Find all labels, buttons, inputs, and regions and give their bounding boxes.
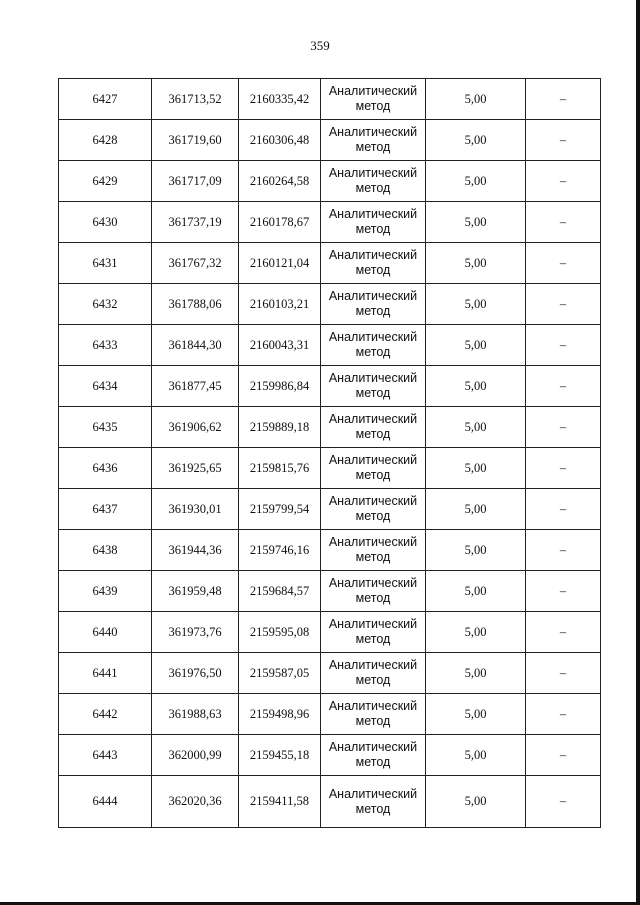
point-number-cell: 6436 xyxy=(59,448,152,489)
accuracy-cell: 5,00 xyxy=(426,161,526,202)
table-row xyxy=(59,243,601,284)
point-number-cell: 6440 xyxy=(59,612,152,653)
note-cell: – xyxy=(526,653,601,694)
x-coordinate-cell: 361844,30 xyxy=(152,325,239,366)
method-line-2: метод xyxy=(355,468,391,482)
y-coordinate-cell: 2159411,58 xyxy=(239,776,321,828)
accuracy-cell: 5,00 xyxy=(426,776,526,828)
y-coordinate-cell: 2159498,96 xyxy=(239,694,321,735)
y-coordinate-cell: 2159986,84 xyxy=(239,366,321,407)
method-line-1: Аналитический xyxy=(328,84,418,98)
method-line-2: метод xyxy=(355,222,391,236)
method-line-1: Аналитический xyxy=(328,658,418,672)
x-coordinate-cell: 361767,32 xyxy=(152,243,239,284)
method-line-1: Аналитический xyxy=(328,207,418,221)
accuracy-cell: 5,00 xyxy=(426,612,526,653)
method-line-2: метод xyxy=(355,673,391,687)
accuracy-cell: 5,00 xyxy=(426,694,526,735)
method-line-1: Аналитический xyxy=(328,371,418,385)
x-coordinate-cell: 361906,62 xyxy=(152,407,239,448)
point-number-cell: 6427 xyxy=(59,79,152,120)
point-number-cell: 6438 xyxy=(59,530,152,571)
point-number-cell: 6433 xyxy=(59,325,152,366)
x-coordinate-cell: 361925,65 xyxy=(152,448,239,489)
table-row xyxy=(59,79,601,120)
method-cell xyxy=(321,694,426,735)
accuracy-cell: 5,00 xyxy=(426,366,526,407)
y-coordinate-cell: 2159799,54 xyxy=(239,489,321,530)
accuracy-cell: 5,00 xyxy=(426,243,526,284)
method-line-2: метод xyxy=(355,509,391,523)
accuracy-cell: 5,00 xyxy=(426,530,526,571)
x-coordinate-cell: 361988,63 xyxy=(152,694,239,735)
method-cell xyxy=(321,530,426,571)
method-line-2: метод xyxy=(355,386,391,400)
note-cell: – xyxy=(526,489,601,530)
y-coordinate-cell: 2160121,04 xyxy=(239,243,321,284)
note-cell: – xyxy=(526,284,601,325)
table-row xyxy=(59,407,601,448)
y-coordinate-cell: 2160264,58 xyxy=(239,161,321,202)
point-number-cell: 6430 xyxy=(59,202,152,243)
method-cell xyxy=(321,325,426,366)
scan-edge-right xyxy=(636,0,640,905)
point-number-cell: 6429 xyxy=(59,161,152,202)
y-coordinate-cell: 2159815,76 xyxy=(239,448,321,489)
y-coordinate-cell: 2159595,08 xyxy=(239,612,321,653)
table-row xyxy=(59,735,601,776)
method-line-2: метод xyxy=(355,99,391,113)
note-cell: – xyxy=(526,694,601,735)
x-coordinate-cell: 362020,36 xyxy=(152,776,239,828)
table-row xyxy=(59,366,601,407)
point-number-cell: 6428 xyxy=(59,120,152,161)
accuracy-cell: 5,00 xyxy=(426,284,526,325)
method-cell xyxy=(321,161,426,202)
note-cell: – xyxy=(526,79,601,120)
note-cell: – xyxy=(526,161,601,202)
table-row xyxy=(59,325,601,366)
method-cell xyxy=(321,202,426,243)
method-cell xyxy=(321,366,426,407)
x-coordinate-cell: 361717,09 xyxy=(152,161,239,202)
method-line-2: метод xyxy=(355,714,391,728)
note-cell: – xyxy=(526,530,601,571)
y-coordinate-cell: 2160306,48 xyxy=(239,120,321,161)
point-number-cell: 6432 xyxy=(59,284,152,325)
note-cell: – xyxy=(526,571,601,612)
point-number-cell: 6444 xyxy=(59,776,152,828)
x-coordinate-cell: 361976,50 xyxy=(152,653,239,694)
method-line-1: Аналитический xyxy=(328,494,418,508)
method-line-2: метод xyxy=(355,755,391,769)
method-line-1: Аналитический xyxy=(328,453,418,467)
method-line-1: Аналитический xyxy=(328,166,418,180)
method-cell xyxy=(321,735,426,776)
accuracy-cell: 5,00 xyxy=(426,325,526,366)
method-line-1: Аналитический xyxy=(328,786,418,801)
note-cell: – xyxy=(526,202,601,243)
table-row xyxy=(59,284,601,325)
table-row xyxy=(59,161,601,202)
table-row xyxy=(59,694,601,735)
y-coordinate-cell: 2160103,21 xyxy=(239,284,321,325)
y-coordinate-cell: 2159746,16 xyxy=(239,530,321,571)
note-cell: – xyxy=(526,325,601,366)
method-line-2: метод xyxy=(355,345,391,359)
accuracy-cell: 5,00 xyxy=(426,448,526,489)
method-cell xyxy=(321,489,426,530)
method-cell xyxy=(321,407,426,448)
x-coordinate-cell: 361719,60 xyxy=(152,120,239,161)
accuracy-cell: 5,00 xyxy=(426,653,526,694)
x-coordinate-cell: 361737,19 xyxy=(152,202,239,243)
method-line-2: метод xyxy=(355,181,391,195)
method-line-1: Аналитический xyxy=(328,617,418,631)
method-line-1: Аналитический xyxy=(328,699,418,713)
method-line-1: Аналитический xyxy=(328,248,418,262)
point-number-cell: 6434 xyxy=(59,366,152,407)
method-line-1: Аналитический xyxy=(328,125,418,139)
accuracy-cell: 5,00 xyxy=(426,489,526,530)
accuracy-cell: 5,00 xyxy=(426,571,526,612)
y-coordinate-cell: 2160178,67 xyxy=(239,202,321,243)
y-coordinate-cell: 2159587,05 xyxy=(239,653,321,694)
page-number: 359 xyxy=(310,38,330,53)
x-coordinate-cell: 361973,76 xyxy=(152,612,239,653)
accuracy-cell: 5,00 xyxy=(426,407,526,448)
note-cell: – xyxy=(526,776,601,828)
table-row xyxy=(59,653,601,694)
y-coordinate-cell: 2160043,31 xyxy=(239,325,321,366)
method-line-2: метод xyxy=(355,550,391,564)
accuracy-cell: 5,00 xyxy=(426,735,526,776)
point-number-cell: 6435 xyxy=(59,407,152,448)
accuracy-cell: 5,00 xyxy=(426,120,526,161)
method-cell xyxy=(321,612,426,653)
table-row xyxy=(59,530,601,571)
method-cell xyxy=(321,653,426,694)
table-body xyxy=(59,79,601,828)
method-cell xyxy=(321,243,426,284)
point-number-cell: 6437 xyxy=(59,489,152,530)
table-row xyxy=(59,489,601,530)
method-cell xyxy=(321,776,426,828)
table-row xyxy=(59,776,601,828)
method-line-2: метод xyxy=(355,801,391,816)
table-row xyxy=(59,571,601,612)
note-cell: – xyxy=(526,448,601,489)
method-cell xyxy=(321,79,426,120)
method-cell xyxy=(321,284,426,325)
method-line-2: метод xyxy=(355,632,391,646)
point-number-cell: 6443 xyxy=(59,735,152,776)
table-row xyxy=(59,612,601,653)
table-row xyxy=(59,448,601,489)
coordinates-table xyxy=(58,78,601,828)
x-coordinate-cell: 361930,01 xyxy=(152,489,239,530)
y-coordinate-cell: 2160335,42 xyxy=(239,79,321,120)
note-cell: – xyxy=(526,120,601,161)
table-row xyxy=(59,202,601,243)
note-cell: – xyxy=(526,407,601,448)
method-line-1: Аналитический xyxy=(328,576,418,590)
note-cell: – xyxy=(526,612,601,653)
point-number-cell: 6439 xyxy=(59,571,152,612)
method-line-1: Аналитический xyxy=(328,412,418,426)
method-line-1: Аналитический xyxy=(328,330,418,344)
note-cell: – xyxy=(526,243,601,284)
note-cell: – xyxy=(526,366,601,407)
point-number-cell: 6431 xyxy=(59,243,152,284)
method-line-1: Аналитический xyxy=(328,535,418,549)
method-line-2: метод xyxy=(355,427,391,441)
method-cell xyxy=(321,120,426,161)
y-coordinate-cell: 2159455,18 xyxy=(239,735,321,776)
method-line-2: метод xyxy=(355,140,391,154)
method-line-1: Аналитический xyxy=(328,740,418,754)
x-coordinate-cell: 361877,45 xyxy=(152,366,239,407)
y-coordinate-cell: 2159684,57 xyxy=(239,571,321,612)
table-row xyxy=(59,120,601,161)
note-cell: – xyxy=(526,735,601,776)
method-line-1: Аналитический xyxy=(328,289,418,303)
x-coordinate-cell: 361944,36 xyxy=(152,530,239,571)
x-coordinate-cell: 361959,48 xyxy=(152,571,239,612)
method-cell xyxy=(321,448,426,489)
method-line-2: метод xyxy=(355,591,391,605)
x-coordinate-cell: 362000,99 xyxy=(152,735,239,776)
method-line-2: метод xyxy=(355,263,391,277)
point-number-cell: 6442 xyxy=(59,694,152,735)
method-cell xyxy=(321,571,426,612)
point-number-cell: 6441 xyxy=(59,653,152,694)
accuracy-cell: 5,00 xyxy=(426,79,526,120)
x-coordinate-cell: 361788,06 xyxy=(152,284,239,325)
x-coordinate-cell: 361713,52 xyxy=(152,79,239,120)
accuracy-cell: 5,00 xyxy=(426,202,526,243)
y-coordinate-cell: 2159889,18 xyxy=(239,407,321,448)
method-line-2: метод xyxy=(355,304,391,318)
